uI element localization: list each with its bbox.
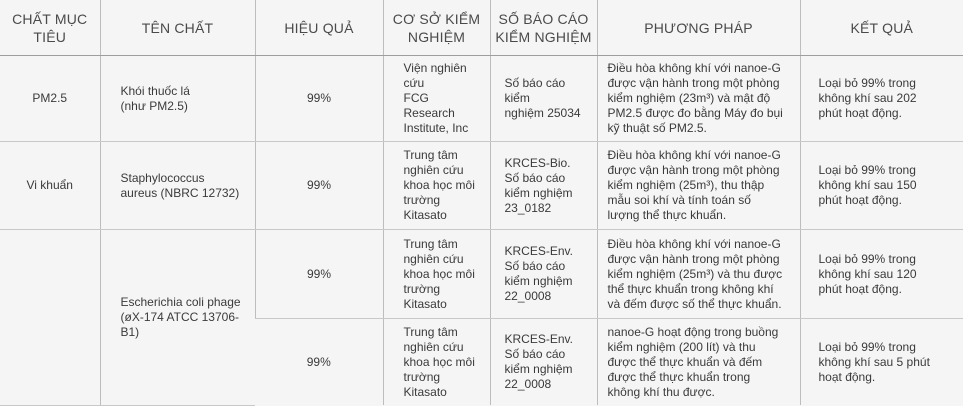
cell-efficacy: 99%	[255, 56, 383, 142]
header-target: CHẤT MỤC TIÊU	[0, 0, 100, 56]
table-row	[0, 230, 963, 319]
cell-target	[0, 230, 100, 406]
cell-substance: Escherichia coli phage (øX-174 ATCC 13706-B1)	[100, 230, 255, 406]
header-report: SỐ BÁO CÁO KIỂM NGHIỆM	[490, 0, 597, 56]
cell-report: KRCES-Bio. Số báo cáo kiểm nghiệm 23_0182	[490, 142, 597, 230]
cell-report: KRCES-Env. Số báo cáo kiểm nghiệm 22_0008	[490, 230, 597, 319]
cell-substance: Khói thuốc lá (như PM2.5)	[100, 56, 255, 142]
cell-institution: Viện nghiên cứu FCG Research Institute, Inc	[383, 56, 490, 142]
header-institution: CƠ SỞ KIỂM NGHIỆM	[383, 0, 490, 56]
cell-method: Điều hòa không khí với nanoe-G được vận hành trong một phòng kiểm nghiệm (25m³), thu thập mẫu soi khí và tính toán số lượng thể thực khuẩn.	[597, 142, 800, 230]
cell-institution: Trung tâm nghiên cứu khoa học môi trường Kitasato	[383, 319, 490, 406]
cell-target: Vi khuẩn	[0, 142, 100, 230]
cell-efficacy: 99%	[306, 354, 331, 369]
cell-report: Số báo cáo kiểm nghiệm 25034	[490, 56, 597, 142]
header-efficacy: HIỆU QUẢ	[255, 0, 383, 56]
cell-report: KRCES-Env. Số báo cáo kiểm nghiệm 22_0008	[490, 319, 597, 406]
cell-substance: Staphylococcus aureus (NBRC 12732)	[100, 142, 255, 230]
table-row	[0, 142, 963, 230]
cell-method: nanoe-G hoạt động trong buồng kiểm nghiệm (200 lít) và thu được thể thực khuẩn và đếm được thể thực khuẩn trong không khí thu được.	[597, 319, 800, 406]
table-row	[0, 56, 963, 142]
header-substance: TÊN CHẤT	[100, 0, 255, 56]
cell-institution: Trung tâm nghiên cứu khoa học môi trường Kitasato	[383, 230, 490, 319]
cell-efficacy: 99%	[255, 230, 383, 319]
cell-method: Điều hòa không khí với nanoe-G được vận hành trong một phòng kiểm nghiệm (25m³) và thu được thể thực khuẩn trong không khí và đếm được số thể thực khuẩn.	[597, 230, 800, 319]
cell-institution: Trung tâm nghiên cứu khoa học môi trường Kitasato	[383, 142, 490, 230]
cell-method: Điều hòa không khí với nanoe-G được vận hành trong một phòng kiểm nghiệm (23m³) và mật độ PM2.5 được đo bằng Máy đo bụi kỹ thuật số PM2.5.	[597, 56, 800, 142]
header-method: PHƯƠNG PHÁP	[597, 0, 800, 56]
header-row	[0, 0, 963, 56]
cell-result: Loại bỏ 99% trong không khí sau 150 phút hoạt động.	[800, 142, 963, 230]
cell-efficacy: 99%	[255, 142, 383, 230]
cell-result: Loại bỏ 99% trong không khí sau 202 phút hoạt động.	[800, 56, 963, 142]
cell-result: Loại bỏ 99% trong không khí sau 5 phút hoạt động.	[800, 319, 963, 406]
cell-result: Loại bỏ 99% trong không khí sau 120 phút hoạt động.	[800, 230, 963, 319]
cell-target: PM2.5	[0, 56, 100, 142]
header-result: KẾT QUẢ	[800, 0, 963, 56]
